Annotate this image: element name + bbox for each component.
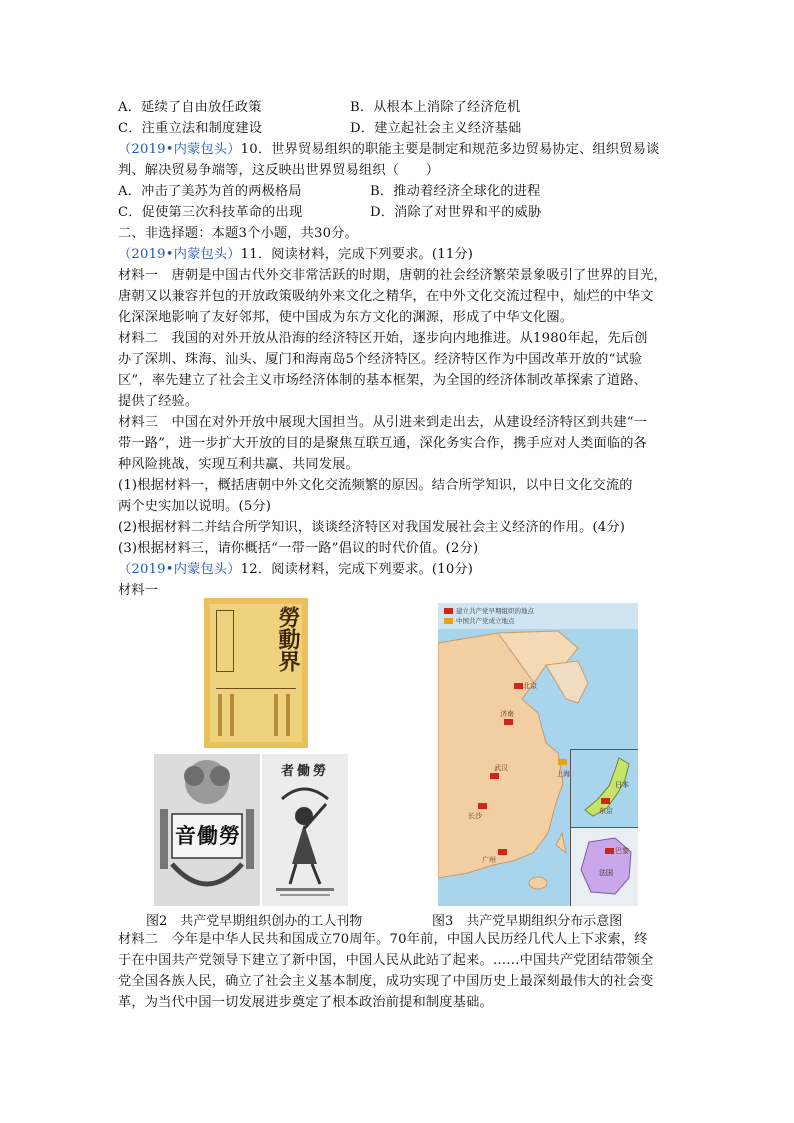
city-changsha: 长沙 [468,812,482,820]
marker-icon [444,608,453,614]
periodical-cover-laodongjie [204,598,308,748]
q9-option-row: A．延续了自由放任政策 [118,100,262,115]
marker-icon [498,849,507,855]
flag-icon [558,759,567,765]
city-shanghai: 上海 [556,770,570,778]
city-paris: 巴黎 [615,847,629,855]
inset-france [570,827,638,906]
q11-m1-line: 化深深地影响了友好邻邦，使中国成为东方文化的渊源，形成了中华文化圈。 [118,310,574,325]
periodical-title: 勞動界 [275,606,301,672]
figure2-caption: 图2 共产党早期组织创办的工人刊物 [146,914,363,929]
q11-m2-line: 办了深圳、珠海、汕头、厦门和海南岛5个经济特区。经济特区作为中国改革开放的“试验 [118,352,643,367]
q9-option-d: D．建立起社会主义经济基础 [350,121,522,136]
q12-material1-label: 材料一 [118,583,159,598]
q11-m3-line: 种风险挑战，实现互利共赢、共同发展。 [118,457,359,472]
q11-m1-line: 材料一 唐朝是中国古代外交非常活跃的时期，唐朝的社会经济繁荣景象吸引了世界的目光， [118,268,667,283]
country-france: 法国 [599,869,613,877]
q10-option-b: B．推动着经济全球化的进程 [370,184,541,199]
q11-m1-line: 唐朝又以兼容并包的开放政策吸纳外来文化之精华，在中外文化交流过程中，灿烂的中华文 [118,289,654,304]
map-early-party-organizations [438,603,638,906]
inset-japan [570,749,638,829]
periodical-cover-laodongzhe [262,754,348,906]
q10-option-d: D．消除了对世界和平的威胁 [370,205,542,220]
q11-source: （2019•内蒙包头） [118,247,241,262]
q11-m2-line: 区”，率先建立了社会主义市场经济体制的基本框架，为全国的经济体制改革探索了道路、 [118,373,648,388]
flag-icon [444,618,453,624]
city-beijing: 北京 [523,682,537,690]
q11-m2-line: 提供了经验。 [118,394,199,409]
q11-question-2: (2)根据材料二并结合所学知识，谈谈经济特区对我国发展社会主义经济的作用。(4分) [118,520,626,535]
q12-stem: （2019•内蒙包头）12．阅读材料，完成下列要求。(10分) [118,562,474,577]
q10-stem-line2: 判、解决贸易争端等，这反映出世界贸易组织（ ） [118,163,440,178]
city-jinan: 济南 [500,710,514,718]
q12-m2-line: 革，为当代中国一切发展进步奠定了根本政治前提和制度基础。 [118,995,493,1010]
q11-question-3: (3)根据材料三，请你概括“一带一路”倡议的时代价值。(2分) [118,541,479,556]
q10-source: （2019•内蒙包头） [118,142,241,157]
france-outline [571,828,638,906]
marker-icon [601,798,610,804]
q11-question-1: (1)根据材料一，概括唐朝中外文化交流频繁的原因。结合所学知识，以中日文化交流的 [118,478,633,493]
q12-m2-line: 党全国各族人民，确立了社会主义基本制度，成功实现了中国历史上最深刻最伟大的社会变 [118,974,654,989]
marker-icon [514,683,523,689]
q11-question-1-cont: 两个史实加以说明。(5分) [118,499,272,514]
q12-m2-line: 于在中国共产党领导下建立了新中国，中国人民从此站了起来。……中国共产党团结带领全 [118,953,654,968]
periodical-title: 者働勞 [280,764,329,779]
marker-icon [478,803,487,809]
q10-stem: （2019•内蒙包头）10．世界贸易组织的职能主要是制定和规范多边贸易协定、组织贸易谈 [118,142,660,157]
section-heading: 二、非选择题：本题3个小题，共30分。 [118,226,358,241]
map-legend-early-org: 建立共产党早期组织的地点 [456,607,534,615]
marker-icon [605,848,614,854]
q10-option-a: A．冲击了美苏为首的两极格局 [118,184,302,199]
q10-option-c: C．促使第三次科技革命的出现 [118,205,303,220]
map-legend-party-founding: 中国共产党成立地点 [456,617,515,625]
country-japan: 日本 [615,781,629,789]
q12-source: （2019•内蒙包头） [118,562,241,577]
q11-m2-line: 材料二 我国的对外开放从沿海的经济特区开始，逐步向内地推进。从1980年起，先后创 [118,331,648,346]
q11-m3-line: 带一路”，进一步扩大开放的目的是聚焦互联互通，深化务实合作，携手应对人类面临的各 [118,436,648,451]
q11-m3-line: 材料三 中国在对外开放中展现大国担当。从引进来到走出去，从建设经济特区到共建“一 [118,415,648,430]
q12-m2-line: 材料二 今年是中华人民共和国成立70周年。70年前，中国人民历经几代人上下求索，终 [118,932,648,947]
city-wuhan: 武汉 [494,764,508,772]
q9-option-c: C．注重立法和制度建设 [118,121,263,136]
periodical-cover-laodongyin [154,754,260,906]
figure3-caption: 图3 共产党早期组织分布示意图 [432,914,623,929]
periodical-title: 音働勞 [175,823,241,848]
q9-option-b: B．从根本上消除了经济危机 [350,100,521,115]
city-guangzhou: 广州 [482,856,496,864]
city-tokyo: 东京 [599,807,613,815]
marker-icon [490,773,499,779]
q11-stem: （2019•内蒙包头）11．阅读材料，完成下列要求。(11分) [118,247,474,262]
marker-icon [504,719,513,725]
